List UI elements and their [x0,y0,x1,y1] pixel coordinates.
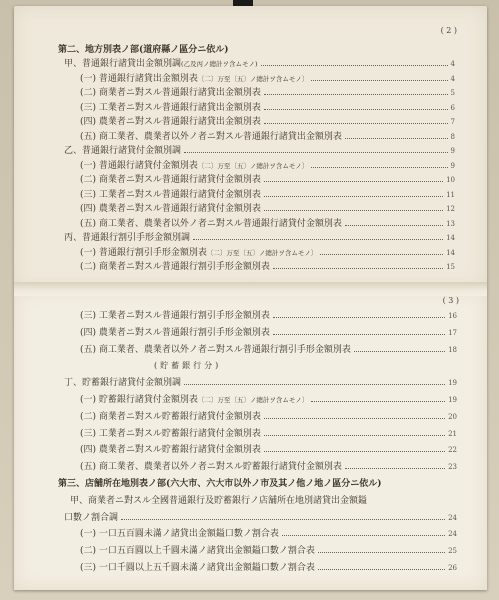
entry-label: 商業者ニ對スル貯蓄銀行諸貸付金額別表 [98,411,261,422]
entry-page-number: 11 [446,190,455,199]
entry-text [80,247,317,259]
entry-text [80,73,308,85]
entry-label: 普通銀行諸貸付金額別表 [98,160,198,171]
toc-item-row [80,131,455,143]
page-number: ( 3 ) [442,296,459,305]
toc-item-row [80,189,455,201]
page-fold [14,282,487,296]
entry-number: (四) [80,117,99,127]
entry-text [80,218,342,230]
entry-page-number: 18 [448,345,457,354]
entry-text [80,131,342,143]
entry-number: (二) [80,262,99,272]
toc-item-row [80,73,455,85]
entry-page-number: 25 [448,547,457,556]
entry-number: (三) [80,311,99,321]
entry-label: 農業者ニ對スル普通銀行割引手形金額別表 [98,327,270,338]
leader-dots [264,123,448,124]
entry-number: (一) [80,160,99,171]
toc-item-row [80,411,457,423]
toc-item-row [80,327,457,339]
bottom-page [14,290,487,590]
entry-label: 一口五百圓以上千圓未滿ノ諸貸出金額鎰口數ノ割合表 [98,546,315,557]
entry-number: (二) [80,546,99,557]
entry-text [80,87,261,99]
entry-text [64,145,181,157]
toc-section-row [64,58,455,70]
entry-label: 丙、普通銀行割引手形金額別調 [64,233,191,243]
entry-page-number: 9 [450,147,455,155]
entry-page-number: 15 [446,263,455,271]
entry-text [80,344,351,356]
leader-dots [345,225,443,226]
entry-number: (三) [80,189,99,200]
entry-page-number: 26 [448,564,457,572]
entry-page-number: 24 [448,513,457,522]
entry-label: 農業者ニ對スル普通銀行諸貸出金額別表 [98,117,261,127]
entry-text [80,102,261,114]
entry-label: 工業者ニ對スル普通銀行諸貸付金額別表 [98,189,261,200]
entry-text [80,528,279,540]
toc-item-row [80,528,457,540]
entry-number: (五) [80,218,99,229]
entry-note: 〔二〕万至〔五〕ノ總計ヲ含ムモノ〕 [206,248,318,257]
entry-page-number: 14 [446,234,455,242]
leader-dots [264,435,445,436]
toc-item-row [80,247,455,259]
entry-note: 〔二〕万至〔五〕ノ總計ヲ含ムモノ〕 [197,74,309,83]
entry-label: 農業者ニ對スル貯蓄銀行諸貸付金額別表 [98,445,261,456]
toc-item-row [80,394,457,406]
entry-label: 工業者ニ對スル普通銀行割引手形金額別表 [98,311,270,321]
toc-item-row [80,174,455,186]
leader-dots [264,418,445,419]
top-page [14,6,487,290]
leader-dots [264,451,445,452]
entry-label: 甲、普通銀行諸貸出金額別調 [64,59,182,69]
entry-label: 商工業者、農業者以外ノ者ニ對スル普通銀行諸貸出金額別表 [98,131,342,142]
entry-number: (三) [80,563,99,573]
entry-label: 商工業者、農業者以外ノ者ニ對スル普通銀行諸貸付金額別表 [98,218,342,229]
leader-dots [320,254,443,255]
entry-text [64,512,118,524]
entry-number: (一) [80,247,99,258]
entry-label: 一口千圓以上五千圓未滿ノ諸貸出金額鎰口數ノ割合表 [98,563,315,573]
leader-dots [264,94,448,95]
toc-item-row [80,545,457,557]
entry-page-number: 4 [450,74,455,83]
leader-dots [193,239,443,240]
chapter-heading: 第三、店舗所在地別表ノ部(六大市、六大市以外ノ市及其ノ他ノ地ノ區分ニ依ル) [58,479,382,489]
entry-label: 乙、普通銀行諸貸付金額別調 [64,146,182,156]
entry-text [80,189,261,201]
toc-item-row [80,261,455,273]
entry-page-number: 6 [450,103,455,112]
entry-text [80,261,270,273]
entry-number: (一) [80,395,99,405]
entry-page-number: 23 [448,463,457,472]
entry-label: 工業者ニ對スル貯蓄銀行諸貸付金額別表 [98,428,261,439]
entry-number: (五) [80,131,99,142]
entry-page-number: 19 [448,396,457,404]
leader-dots [318,569,445,570]
entry-text [64,232,190,244]
entry-number: (五) [80,344,99,355]
toc-section-row [64,145,455,157]
toc-section-row [64,232,455,244]
entry-text [80,310,270,322]
leader-dots [282,535,445,536]
entry-number: (二) [80,175,99,185]
entry-page-number: 16 [448,312,457,320]
entry-text [64,377,181,389]
entry-number: (五) [80,462,99,473]
leader-dots [311,401,445,402]
toc-section-row [64,512,457,524]
leader-dots [121,519,445,520]
entry-note: (乙及丙ノ總計ヲ含ムモノ) [181,60,258,68]
entry-text [80,160,308,172]
entry-text [80,444,261,456]
toc-item-row [80,218,455,230]
toc-item-row [80,87,455,99]
entry-text [80,428,261,440]
entry-text [80,203,261,215]
entry-label: 普通銀行割引手形金額別表 [98,247,207,258]
entry-text [80,562,315,574]
leader-dots [273,334,445,335]
entry-page-number: 12 [446,205,455,213]
entry-page-number: 22 [448,446,457,455]
leader-dots [264,210,443,211]
toc-item-row [80,344,457,356]
entry-label: 丁、貯蓄銀行諸貸付金額別調 [64,378,182,389]
toc-item-row [80,444,457,456]
entry-label: 商工業者、農業者以外ノ者ニ對スル貯蓄銀行諸貸付金額別表 [98,462,342,473]
entry-text [64,58,258,70]
leader-dots [273,317,445,318]
entry-number: (四) [80,204,99,214]
entry-number: (三) [80,428,99,439]
entry-number: (四) [80,327,99,338]
entry-page-number: 14 [446,248,455,257]
entry-text [80,461,342,473]
entry-page-number: 20 [448,412,457,421]
entry-page-number: 7 [450,118,455,126]
entry-page-number: 9 [450,161,455,170]
leader-dots [184,384,445,385]
entry-number: (四) [80,445,99,456]
entry-page-number: 8 [450,132,455,141]
entry-label: 商工業者、農業者以外ノ者ニ對スル普通銀行割引手形金額別表 [98,344,351,355]
entry-page-number: 4 [450,60,455,68]
entry-label: 工業者ニ對スル普通銀行諸貸出金額別表 [98,102,261,113]
chapter-heading: 第二、地方別表ノ部(道府縣ノ區分ニ依ル) [58,45,229,55]
leader-dots [264,109,448,110]
entry-text [80,116,261,128]
entry-label: 商業者ニ對スル普通銀行割引手形金額別表 [98,262,270,272]
toc-item-row [80,102,455,114]
entry-text [80,545,315,557]
page-number: ( 2 ) [440,26,457,35]
entry-number: (二) [80,88,99,98]
entry-label: 農業者ニ對スル普通銀行諸貸付金額別表 [98,204,261,214]
leader-dots [311,80,447,81]
entry-text [80,411,261,423]
leader-dots [273,268,443,269]
entry-note: 〔二〕万至〔五〕ノ總計ヲ含ムモノ〕 [197,396,309,404]
entry-note: 〔二〕万至〔五〕ノ總計ヲ含ムモノ〕 [197,161,309,170]
toc-item-row [80,461,457,473]
leader-dots [264,196,443,197]
entry-text [80,394,308,406]
entry-number: (二) [80,411,99,422]
leader-dots [354,351,445,352]
toc-item-row [80,160,455,172]
entry-label: 貯蓄銀行諸貸付金額別表 [98,395,198,405]
entry-label: 普通銀行諸貸出金額別表 [98,73,198,84]
leader-dots [311,167,447,168]
entry-number: (一) [80,529,99,540]
section-heading: 甲、商業者ニ對スル全國普通銀行及貯蓄銀行ノ店舗所在地別諸貸出金額鎰 [70,495,368,506]
toc-section-row [64,377,457,389]
entry-label: 口數ノ割合調 [64,512,119,523]
toc-item-row [80,203,455,215]
toc-item-row [80,116,455,128]
leader-dots [184,152,448,153]
entry-number: (三) [80,102,99,113]
entry-page-number: 13 [446,219,455,228]
toc-item-row [80,310,457,322]
entry-page-number: 24 [448,530,457,539]
entry-page-number: 21 [448,429,457,438]
entry-text [80,174,261,186]
toc-item-row [80,428,457,440]
leader-dots [264,181,443,182]
entry-text [80,327,270,339]
entry-page-number: 19 [448,379,457,388]
entry-number: (一) [80,73,99,84]
leader-dots [345,468,445,469]
entry-label: 商業者ニ對スル普通銀行諸貸付金額別表 [98,175,261,185]
leader-dots [261,65,448,66]
leader-dots [318,552,445,553]
entry-label: 一口五百圓未滿ノ諸貸出金額鎰口數ノ割合表 [98,529,279,540]
entry-page-number: 5 [450,89,455,97]
entry-page-number: 10 [446,176,455,184]
entry-page-number: 17 [448,328,457,337]
section-subtitle: (貯蓄銀行分) [154,361,222,371]
toc-item-row [80,562,457,574]
leader-dots [345,138,448,139]
entry-label: 商業者ニ對スル普通銀行諸貸出金額別表 [98,88,261,98]
